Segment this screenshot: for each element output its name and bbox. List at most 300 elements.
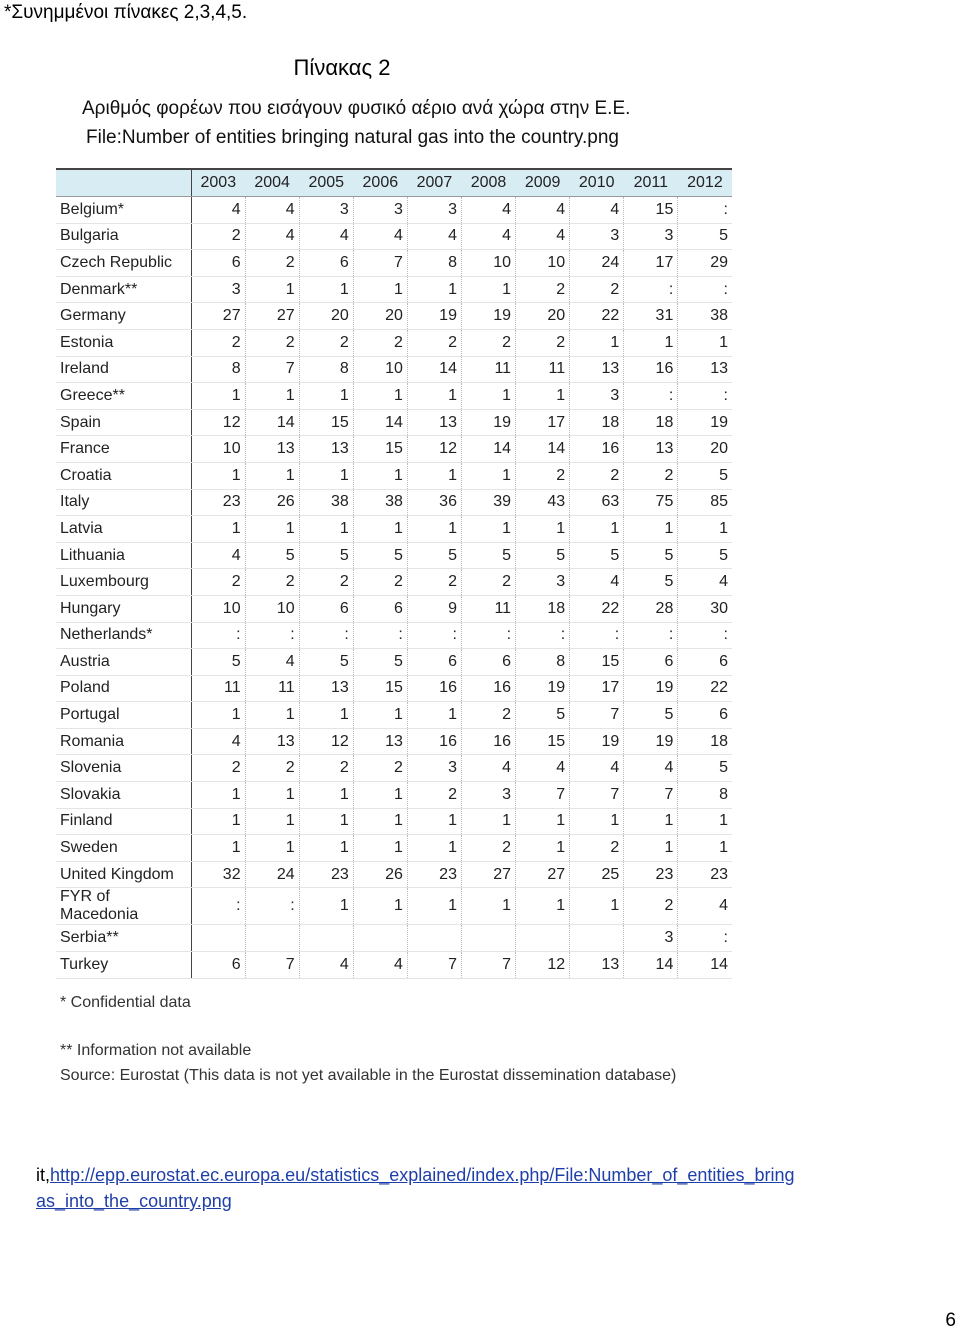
value-cell: 11 bbox=[516, 356, 570, 383]
value-cell: 2 bbox=[191, 569, 245, 596]
country-cell: Hungary bbox=[56, 595, 191, 622]
value-cell: : bbox=[678, 622, 732, 649]
value-cell: 31 bbox=[624, 303, 678, 330]
value-cell: 1 bbox=[191, 383, 245, 410]
value-cell: 13 bbox=[570, 952, 624, 979]
value-cell: 3 bbox=[570, 223, 624, 250]
value-cell: 14 bbox=[353, 409, 407, 436]
country-cell: Denmark** bbox=[56, 276, 191, 303]
value-cell: 4 bbox=[353, 223, 407, 250]
value-cell: 2 bbox=[299, 569, 353, 596]
table-row bbox=[56, 728, 732, 755]
value-cell: : bbox=[624, 622, 678, 649]
value-cell: 1 bbox=[299, 808, 353, 835]
value-cell: 1 bbox=[407, 462, 461, 489]
value-cell: 16 bbox=[570, 436, 624, 463]
value-cell: 1 bbox=[245, 808, 299, 835]
table-row bbox=[56, 808, 732, 835]
value-cell: 14 bbox=[678, 952, 732, 979]
value-cell: 38 bbox=[678, 303, 732, 330]
year-header: 2009 bbox=[516, 169, 570, 197]
value-cell: 1 bbox=[353, 702, 407, 729]
value-cell: 1 bbox=[353, 835, 407, 862]
value-cell: 1 bbox=[516, 888, 570, 925]
value-cell: 1 bbox=[191, 835, 245, 862]
value-cell: 1 bbox=[299, 702, 353, 729]
value-cell: 24 bbox=[570, 250, 624, 277]
table-row bbox=[56, 782, 732, 809]
value-cell: 29 bbox=[678, 250, 732, 277]
value-cell: 36 bbox=[407, 489, 461, 516]
value-cell: 1 bbox=[191, 782, 245, 809]
value-cell: 27 bbox=[245, 303, 299, 330]
value-cell: 27 bbox=[191, 303, 245, 330]
country-cell: Turkey bbox=[56, 952, 191, 979]
value-cell: 1 bbox=[299, 782, 353, 809]
value-cell: : bbox=[624, 383, 678, 410]
value-cell: 63 bbox=[570, 489, 624, 516]
value-cell: 2 bbox=[191, 329, 245, 356]
value-cell: 4 bbox=[245, 223, 299, 250]
value-cell: 1 bbox=[299, 516, 353, 543]
value-cell: 5 bbox=[353, 542, 407, 569]
value-cell: 4 bbox=[461, 197, 515, 224]
table-row bbox=[56, 861, 732, 888]
value-cell: 4 bbox=[570, 197, 624, 224]
value-cell: 3 bbox=[624, 223, 678, 250]
value-cell: 18 bbox=[570, 409, 624, 436]
value-cell: 15 bbox=[353, 436, 407, 463]
table-body bbox=[56, 197, 732, 979]
value-cell: 19 bbox=[516, 675, 570, 702]
value-cell: 1 bbox=[407, 383, 461, 410]
value-cell: : bbox=[678, 383, 732, 410]
value-cell: 4 bbox=[516, 197, 570, 224]
value-cell: 11 bbox=[245, 675, 299, 702]
table-row bbox=[56, 223, 732, 250]
value-cell: 19 bbox=[624, 675, 678, 702]
value-cell: 2 bbox=[245, 250, 299, 277]
table-row bbox=[56, 649, 732, 676]
value-cell: 1 bbox=[245, 782, 299, 809]
value-cell: : bbox=[353, 622, 407, 649]
value-cell: 2 bbox=[191, 223, 245, 250]
table-row bbox=[56, 569, 732, 596]
value-cell: 13 bbox=[570, 356, 624, 383]
country-cell: United Kingdom bbox=[56, 861, 191, 888]
value-cell: 2 bbox=[353, 329, 407, 356]
country-cell: Serbia** bbox=[56, 925, 191, 952]
country-cell: Spain bbox=[56, 409, 191, 436]
country-cell: Poland bbox=[56, 675, 191, 702]
table-title: Πίνακας 2 bbox=[293, 55, 391, 80]
value-cell: 1 bbox=[191, 516, 245, 543]
value-cell: : bbox=[678, 276, 732, 303]
table-row bbox=[56, 409, 732, 436]
value-cell: 17 bbox=[570, 675, 624, 702]
value-cell: 8 bbox=[191, 356, 245, 383]
country-cell: Croatia bbox=[56, 462, 191, 489]
value-cell: 4 bbox=[245, 649, 299, 676]
value-cell: 10 bbox=[461, 250, 515, 277]
value-cell: : bbox=[516, 622, 570, 649]
value-cell: 13 bbox=[678, 356, 732, 383]
value-cell: 9 bbox=[407, 595, 461, 622]
value-cell: 13 bbox=[245, 728, 299, 755]
country-cell: Bulgaria bbox=[56, 223, 191, 250]
value-cell: 1 bbox=[353, 888, 407, 925]
value-cell: 1 bbox=[407, 276, 461, 303]
value-cell: 1 bbox=[299, 462, 353, 489]
value-cell: 5 bbox=[678, 462, 732, 489]
value-cell: 6 bbox=[678, 649, 732, 676]
value-cell: 28 bbox=[624, 595, 678, 622]
value-cell: 6 bbox=[353, 595, 407, 622]
value-cell: 1 bbox=[516, 383, 570, 410]
value-cell: 7 bbox=[570, 782, 624, 809]
value-cell: 4 bbox=[191, 542, 245, 569]
value-cell: 2 bbox=[570, 835, 624, 862]
not-available-note: ** Information not available bbox=[60, 1042, 252, 1059]
value-cell: 5 bbox=[191, 649, 245, 676]
eurostat-link-continued[interactable]: as_into_the_country.png bbox=[36, 1191, 232, 1211]
table-row bbox=[56, 542, 732, 569]
year-header: 2007 bbox=[407, 169, 461, 197]
value-cell: 5 bbox=[461, 542, 515, 569]
value-cell: 11 bbox=[461, 356, 515, 383]
value-cell: 19 bbox=[407, 303, 461, 330]
value-cell: 2 bbox=[570, 462, 624, 489]
value-cell: : bbox=[191, 888, 245, 925]
value-cell: 13 bbox=[407, 409, 461, 436]
value-cell bbox=[461, 925, 515, 952]
year-header: 2004 bbox=[245, 169, 299, 197]
country-cell: Czech Republic bbox=[56, 250, 191, 277]
value-cell: 4 bbox=[570, 755, 624, 782]
value-cell: 5 bbox=[624, 542, 678, 569]
value-cell: 3 bbox=[516, 569, 570, 596]
value-cell: 1 bbox=[570, 808, 624, 835]
value-cell: 10 bbox=[191, 436, 245, 463]
value-cell: 23 bbox=[191, 489, 245, 516]
value-cell: : bbox=[678, 197, 732, 224]
value-cell: 1 bbox=[245, 383, 299, 410]
value-cell: 12 bbox=[299, 728, 353, 755]
value-cell bbox=[407, 925, 461, 952]
value-cell: : bbox=[678, 925, 732, 952]
year-header: 2003 bbox=[191, 169, 245, 197]
value-cell: : bbox=[461, 622, 515, 649]
value-cell: 1 bbox=[678, 516, 732, 543]
value-cell: 1 bbox=[624, 329, 678, 356]
value-cell: 4 bbox=[678, 569, 732, 596]
value-cell: 1 bbox=[461, 888, 515, 925]
value-cell: 1 bbox=[461, 383, 515, 410]
value-cell: 7 bbox=[353, 250, 407, 277]
attachment-note: *Συνημμένοι πίνακες 2,3,4,5. bbox=[4, 2, 248, 23]
value-cell: 4 bbox=[570, 569, 624, 596]
value-cell: 20 bbox=[678, 436, 732, 463]
table-row bbox=[56, 197, 732, 224]
value-cell: 1 bbox=[678, 835, 732, 862]
value-cell: 2 bbox=[353, 755, 407, 782]
value-cell: 2 bbox=[245, 755, 299, 782]
value-cell: 2 bbox=[191, 755, 245, 782]
value-cell: 5 bbox=[678, 223, 732, 250]
value-cell: 4 bbox=[461, 223, 515, 250]
value-cell: 19 bbox=[678, 409, 732, 436]
table-row bbox=[56, 622, 732, 649]
table-row bbox=[56, 436, 732, 463]
value-cell: 15 bbox=[570, 649, 624, 676]
value-cell: 7 bbox=[407, 952, 461, 979]
table-row bbox=[56, 516, 732, 543]
value-cell: 4 bbox=[407, 223, 461, 250]
value-cell: 1 bbox=[299, 276, 353, 303]
value-cell: 3 bbox=[407, 755, 461, 782]
value-cell: 2 bbox=[461, 569, 515, 596]
value-cell: 6 bbox=[299, 250, 353, 277]
value-cell: 1 bbox=[191, 702, 245, 729]
value-cell: 4 bbox=[191, 728, 245, 755]
value-cell: 1 bbox=[570, 888, 624, 925]
country-cell: Luxembourg bbox=[56, 569, 191, 596]
value-cell: 1 bbox=[353, 383, 407, 410]
value-cell: 2 bbox=[407, 782, 461, 809]
value-cell: 1 bbox=[299, 383, 353, 410]
value-cell: 14 bbox=[245, 409, 299, 436]
value-cell: 4 bbox=[191, 197, 245, 224]
value-cell: 26 bbox=[353, 861, 407, 888]
value-cell: 4 bbox=[678, 888, 732, 925]
eurostat-link[interactable]: http://epp.eurostat.ec.europa.eu/statistics_explained/index.php/File:Number_of_entities_bring bbox=[50, 1165, 795, 1185]
value-cell: 4 bbox=[353, 952, 407, 979]
country-cell: Sweden bbox=[56, 835, 191, 862]
value-cell: 1 bbox=[245, 462, 299, 489]
value-cell: 5 bbox=[353, 649, 407, 676]
value-cell: 1 bbox=[191, 808, 245, 835]
value-cell: : bbox=[245, 622, 299, 649]
value-cell: 3 bbox=[353, 197, 407, 224]
value-cell: 2 bbox=[516, 329, 570, 356]
value-cell: 4 bbox=[624, 755, 678, 782]
value-cell: 1 bbox=[678, 808, 732, 835]
value-cell bbox=[353, 925, 407, 952]
value-cell: 7 bbox=[245, 952, 299, 979]
value-cell: 5 bbox=[678, 542, 732, 569]
value-cell: 5 bbox=[407, 542, 461, 569]
value-cell: 3 bbox=[407, 197, 461, 224]
value-cell: 10 bbox=[245, 595, 299, 622]
value-cell: 3 bbox=[570, 383, 624, 410]
value-cell: 1 bbox=[245, 276, 299, 303]
value-cell: 1 bbox=[570, 516, 624, 543]
value-cell: 26 bbox=[245, 489, 299, 516]
value-cell bbox=[299, 925, 353, 952]
value-cell: 8 bbox=[407, 250, 461, 277]
value-cell bbox=[191, 925, 245, 952]
value-cell: 19 bbox=[461, 303, 515, 330]
value-cell: 12 bbox=[191, 409, 245, 436]
value-cell: 4 bbox=[245, 197, 299, 224]
value-cell: 1 bbox=[407, 702, 461, 729]
value-cell: 7 bbox=[624, 782, 678, 809]
table-row bbox=[56, 356, 732, 383]
value-cell: : bbox=[191, 622, 245, 649]
country-cell: Greece** bbox=[56, 383, 191, 410]
value-cell: 6 bbox=[407, 649, 461, 676]
value-cell: 20 bbox=[353, 303, 407, 330]
value-cell: 16 bbox=[461, 675, 515, 702]
value-cell: : bbox=[624, 276, 678, 303]
table-subtitle: Αριθμός φορέων που εισάγουν φυσικό αέριο ανά χώρα στην Ε.Ε. bbox=[82, 98, 631, 119]
value-cell: 14 bbox=[407, 356, 461, 383]
table-row bbox=[56, 888, 732, 925]
value-cell: 2 bbox=[407, 329, 461, 356]
value-cell: 1 bbox=[516, 808, 570, 835]
value-cell: 23 bbox=[624, 861, 678, 888]
value-cell: 2 bbox=[624, 888, 678, 925]
value-cell: 38 bbox=[353, 489, 407, 516]
value-cell: 18 bbox=[624, 409, 678, 436]
value-cell: 2 bbox=[299, 329, 353, 356]
value-cell: 2 bbox=[570, 276, 624, 303]
value-cell: 1 bbox=[245, 835, 299, 862]
value-cell: 1 bbox=[407, 835, 461, 862]
table-row bbox=[56, 925, 732, 952]
country-cell: Belgium* bbox=[56, 197, 191, 224]
value-cell: 1 bbox=[570, 329, 624, 356]
value-cell: 13 bbox=[299, 436, 353, 463]
value-cell: 23 bbox=[678, 861, 732, 888]
value-cell: 1 bbox=[353, 782, 407, 809]
value-cell: 4 bbox=[516, 755, 570, 782]
value-cell: : bbox=[299, 622, 353, 649]
value-cell bbox=[516, 925, 570, 952]
value-cell: 12 bbox=[407, 436, 461, 463]
value-cell: 24 bbox=[245, 861, 299, 888]
table-row bbox=[56, 835, 732, 862]
value-cell: 1 bbox=[461, 808, 515, 835]
value-cell: 30 bbox=[678, 595, 732, 622]
table-row bbox=[56, 952, 732, 979]
value-cell: 14 bbox=[461, 436, 515, 463]
value-cell: 20 bbox=[516, 303, 570, 330]
value-cell: 1 bbox=[461, 276, 515, 303]
country-cell: Lithuania bbox=[56, 542, 191, 569]
country-cell: Ireland bbox=[56, 356, 191, 383]
table-row bbox=[56, 383, 732, 410]
value-cell: 6 bbox=[678, 702, 732, 729]
value-cell: 3 bbox=[191, 276, 245, 303]
value-cell: 5 bbox=[624, 569, 678, 596]
value-cell: 32 bbox=[191, 861, 245, 888]
value-cell: 18 bbox=[678, 728, 732, 755]
value-cell: 1 bbox=[407, 516, 461, 543]
value-cell: 3 bbox=[461, 782, 515, 809]
value-cell: 38 bbox=[299, 489, 353, 516]
value-cell: : bbox=[407, 622, 461, 649]
value-cell: 6 bbox=[191, 952, 245, 979]
value-cell: 5 bbox=[570, 542, 624, 569]
header-row bbox=[56, 169, 732, 197]
country-cell: Slovenia bbox=[56, 755, 191, 782]
value-cell: 2 bbox=[353, 569, 407, 596]
year-header: 2012 bbox=[678, 169, 732, 197]
value-cell: : bbox=[570, 622, 624, 649]
value-cell: 14 bbox=[516, 436, 570, 463]
value-cell: 2 bbox=[299, 755, 353, 782]
value-cell: 8 bbox=[516, 649, 570, 676]
year-header: 2006 bbox=[353, 169, 407, 197]
value-cell: 8 bbox=[678, 782, 732, 809]
value-cell: 2 bbox=[407, 569, 461, 596]
country-cell: Slovakia bbox=[56, 782, 191, 809]
value-cell: 16 bbox=[461, 728, 515, 755]
value-cell: 4 bbox=[299, 952, 353, 979]
page-number: 6 bbox=[945, 1310, 956, 1331]
value-cell: 7 bbox=[516, 782, 570, 809]
value-cell: 85 bbox=[678, 489, 732, 516]
value-cell: 1 bbox=[678, 329, 732, 356]
value-cell: 23 bbox=[407, 861, 461, 888]
value-cell: 6 bbox=[299, 595, 353, 622]
value-cell: 1 bbox=[245, 702, 299, 729]
table-row bbox=[56, 303, 732, 330]
value-cell: 1 bbox=[299, 835, 353, 862]
value-cell: 1 bbox=[407, 888, 461, 925]
value-cell: 27 bbox=[516, 861, 570, 888]
table-row bbox=[56, 462, 732, 489]
value-cell: 1 bbox=[624, 835, 678, 862]
value-cell: 5 bbox=[678, 755, 732, 782]
value-cell: 1 bbox=[461, 516, 515, 543]
value-cell: 5 bbox=[299, 542, 353, 569]
country-cell: Romania bbox=[56, 728, 191, 755]
value-cell: 5 bbox=[624, 702, 678, 729]
value-cell: 5 bbox=[516, 542, 570, 569]
value-cell: 22 bbox=[678, 675, 732, 702]
value-cell: 20 bbox=[299, 303, 353, 330]
country-cell: Austria bbox=[56, 649, 191, 676]
value-cell: 12 bbox=[516, 952, 570, 979]
table-row bbox=[56, 595, 732, 622]
value-cell: 1 bbox=[299, 888, 353, 925]
value-cell: 10 bbox=[191, 595, 245, 622]
value-cell: 7 bbox=[570, 702, 624, 729]
value-cell: 1 bbox=[191, 462, 245, 489]
value-cell: 13 bbox=[299, 675, 353, 702]
link-line-1 bbox=[36, 1165, 794, 1186]
value-cell: 4 bbox=[299, 223, 353, 250]
table-row bbox=[56, 675, 732, 702]
value-cell: 15 bbox=[516, 728, 570, 755]
value-cell: 1 bbox=[353, 808, 407, 835]
corner-cell bbox=[56, 169, 191, 197]
table-row bbox=[56, 702, 732, 729]
value-cell: 1 bbox=[516, 516, 570, 543]
value-cell: 6 bbox=[191, 250, 245, 277]
value-cell: 27 bbox=[461, 861, 515, 888]
value-cell: 17 bbox=[624, 250, 678, 277]
year-header: 2010 bbox=[570, 169, 624, 197]
table-row bbox=[56, 250, 732, 277]
value-cell: 1 bbox=[407, 808, 461, 835]
value-cell: 1 bbox=[461, 462, 515, 489]
value-cell bbox=[570, 925, 624, 952]
country-cell: France bbox=[56, 436, 191, 463]
value-cell: 15 bbox=[624, 197, 678, 224]
